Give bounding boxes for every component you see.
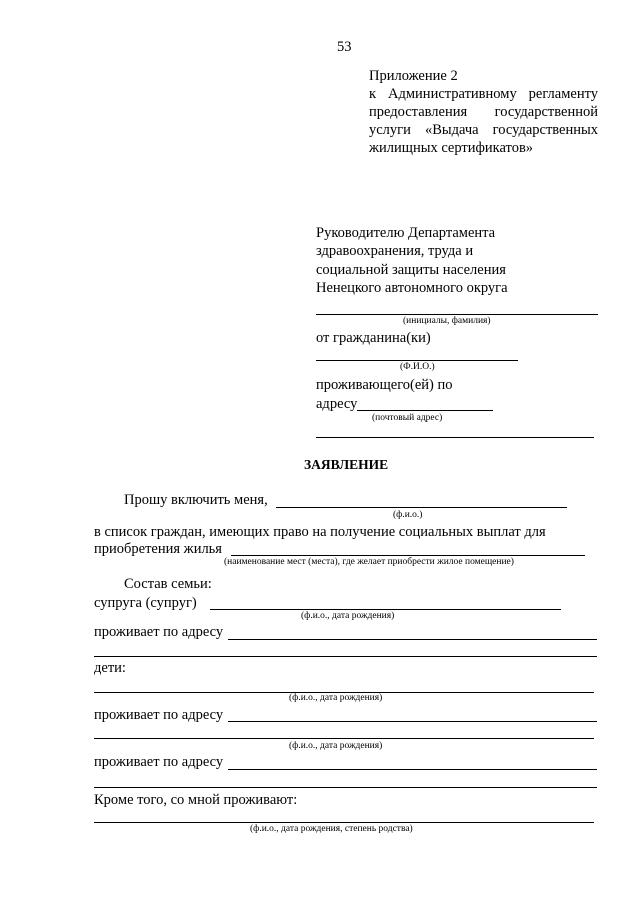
request-fio-field[interactable] xyxy=(276,507,567,508)
housing-place-caption: (наименование мест (места), где желает приобрести жилое помещение) xyxy=(224,557,514,567)
child-2-lives-label: проживает по адресу xyxy=(94,754,224,770)
page-number: 53 xyxy=(337,39,352,55)
request-fio-caption: (ф.и.о.) xyxy=(393,510,423,520)
annex-line: к Административному регламенту xyxy=(369,86,598,102)
child-1-lives-label: проживает по адресу xyxy=(94,707,224,723)
addressee-line: социальной защиты населения xyxy=(316,261,506,278)
addressee-line: здравоохранения, труда и xyxy=(316,243,474,260)
child-2-caption: (ф.и.о., дата рождения) xyxy=(289,741,383,751)
postal-address-caption: (почтовый адрес) xyxy=(372,413,443,423)
housing-place-field[interactable] xyxy=(231,555,585,556)
also-living-field[interactable] xyxy=(94,822,594,823)
from-citizen-label: от гражданина(ки) xyxy=(316,330,431,346)
also-living-label: Кроме того, со мной проживают: xyxy=(94,792,298,808)
child-1-address-field[interactable] xyxy=(228,721,597,722)
spouse-lives-label: проживает по адресу xyxy=(94,624,224,640)
initials-field[interactable] xyxy=(316,314,598,315)
spouse-caption: (ф.и.о., дата рождения) xyxy=(301,611,395,621)
child-2-field[interactable] xyxy=(94,738,594,739)
address-field-continued[interactable] xyxy=(316,437,594,438)
spouse-address-field[interactable] xyxy=(228,639,597,640)
residing-label: проживающего(ей) по xyxy=(316,377,453,393)
addressee-block xyxy=(316,224,508,297)
request-label: Прошу включить меня, xyxy=(124,492,268,508)
also-living-caption: (ф.и.о., дата рождения, степень родства) xyxy=(250,824,413,834)
spouse-address-field-continued[interactable] xyxy=(94,656,597,657)
child-1-caption: (ф.и.о., дата рождения) xyxy=(289,693,383,703)
initials-caption: (инициалы, фамилия) xyxy=(403,316,491,326)
children-label: дети: xyxy=(94,660,126,676)
housing-label: приобретения жилья xyxy=(94,541,222,557)
family-label: Состав семьи: xyxy=(124,576,212,592)
annex-line: услуги «Выдача государственных xyxy=(369,122,598,138)
address-label: адресу xyxy=(316,396,358,412)
address-field[interactable] xyxy=(357,410,493,411)
applicant-fio-caption: (Ф.И.О.) xyxy=(400,362,435,372)
annex-header xyxy=(369,67,598,157)
child-2-address-field[interactable] xyxy=(228,769,597,770)
annex-line: предоставления государственной xyxy=(369,104,598,120)
list-line: в список граждан, имеющих право на получение социальных выплат для xyxy=(94,524,546,540)
spouse-field[interactable] xyxy=(210,609,561,610)
spouse-label: супруга (супруг) xyxy=(94,595,197,611)
applicant-fio-field[interactable] xyxy=(316,360,518,361)
annex-line: жилищных сертификатов» xyxy=(369,140,534,156)
child-2-address-field-continued[interactable] xyxy=(94,787,597,788)
addressee-line: Руководителю Департамента xyxy=(316,225,496,241)
annex-line: Приложение 2 xyxy=(369,68,458,84)
addressee-line: Ненецкого автономного округа xyxy=(316,279,508,296)
document-title: ЗАЯВЛЕНИЕ xyxy=(304,457,389,472)
